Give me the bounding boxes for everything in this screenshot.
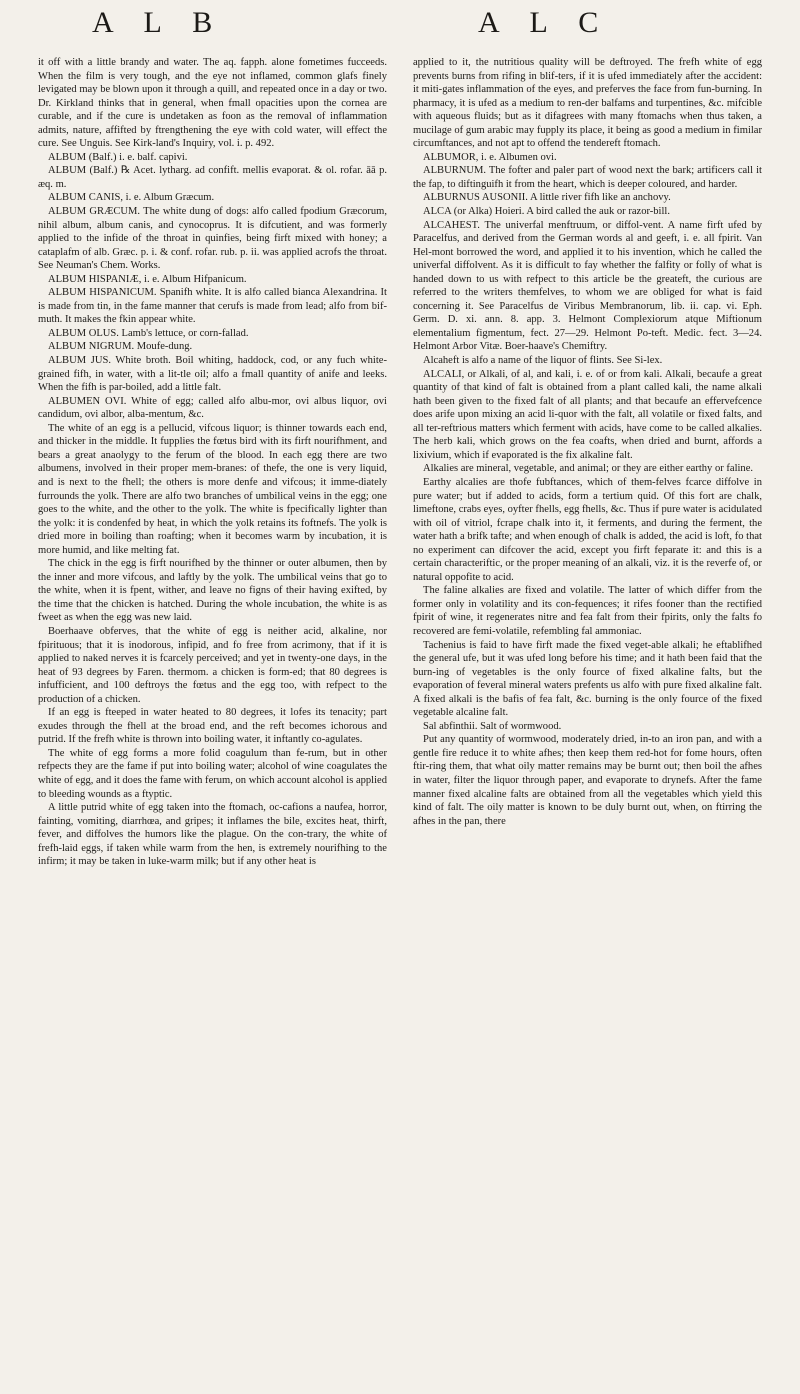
- paragraph: ALCALI, or Alkali, of al, and kali, i. e. of or from kali. Alkali, becaufe a great quantity of that kind of falt is obtained from a plant called kali, the name alkali hath been given to the fixed falt of all plants; and that becaufe an effervefcence does arife upon mixing an acid li-quor with the falt, all volatile or fixed falts, and all ter-reftrious matters which ferment with acids, have come to be called alkalies. The herb kali, which grows on the fea coafts, when dried and burnt, affords a lixivium, which if evaporated is the fix alkaline falt.: [413, 368, 762, 461]
- paragraph: The white of egg forms a more folid coagulum than fe-rum, but in other refpects they are the fame if put into boiling water; alcohol of wine coagulates the white of egg, and it does the fame with ferum, on which account alcohol is applied to bleeding wounds as a ftyptic.: [38, 747, 387, 800]
- paragraph: The chick in the egg is firft nourifhed by the thinner or outer albumen, then by the inner and more vifcous, and laftly by the yolk. The umbilical veins that go to the white, when it is fpent, wither, and leave no figns of their having exifted, by the time that the chicken is hatched. During the whole incubation, the white is as fweet as when the egg was new laid.: [38, 558, 387, 624]
- left-column: [38, 56, 387, 1388]
- paragraph: A little putrid white of egg taken into the ftomach, oc-cafions a naufea, horror, fainting, vomiting, diarrhœa, and gripes; it inflames the bile, excites heat, thirft, fever, and diffolves the humors like the plague. On the con-trary, the white of frefh-laid eggs, if taken while warm from the hen, is extremely nourifhing to the infirm; it may be taken in luke-warm milk; but if any other heat is: [38, 802, 387, 868]
- paragraph: Earthy alcalies are thofe fubftances, which of them-felves fcarce diffolve in pure water; but if added to acids, form a tertium quid. Of this fort are chalk, limeftone, crabs eyes, oyfter fhells, egg fhells, &c. Thus if pure water is acidulated with oil of vitriol, fcrape chalk into it, it ferments, and during the ferment, the water hath a brifk tafte; and when enough of chalk is added, the acid is loft, fo that no experiment can difcover the acid, except you firft feparate it: and this is a certain characteriftic, or the proper meaning of an alkali, viz. it is the reverfe of, or natural oppofite to acid.: [413, 476, 762, 583]
- paragraph: ALCAHEST. The univerfal menftruum, or diffol-vent. A name firft ufed by Paracelfus, and derived from the German words al and geeft, i. e. all fpirit. Van Hel-mont borrowed the word, and applied it to his invention, which he called the univerfal diffolvent. As it is difficult to fay whether the falfity or folly of what is handed down to us with refpect to this article be the greateft, the curious are referred to the writers themfelves, to whom we are obliged for what is faid concerning it. See Paracelfus de Viribus Membranorum, lib. ii. cap. vi. Eph. Germ. D. xi. ann. 8. app. 3. Helmont Complexiorum atque Miftionum elementalium figmentum, fect. 27—29. Helmont Po-teft. Medic. fect. 3—24. Helmont Arbor Vitæ. Boer-haave's Chemiftry.: [413, 219, 762, 353]
- header-left-title: A L B: [92, 6, 225, 39]
- header-right-title: A L C: [478, 6, 611, 39]
- paragraph: Sal abfinthii. Salt of wormwood.: [423, 720, 562, 732]
- paragraph: applied to it, the nutritious quality will be deftroyed. The frefh white of egg prevents burns from rifing in blif-ters, if it is ufed immediately after the accident: it miti-gates inflammation of the eyes, and preferves the face from fun-burning. In pharmacy, it is ufed as a medium to ren-der balfams and turpentines, &c. mifcible with aqueous fluids; but as it difagrees with many ftomachs when thus taken, a mucilage of gum arabic may fupply its place, it being as good a medium in fimilar circumftances, and not apt to offend the tendereft ftomach.: [413, 57, 762, 150]
- paragraph: ALBUM (Balf.) i. e. balf. capivi.: [48, 151, 188, 163]
- paragraph: ALBUM NIGRUM. Moufe-dung.: [48, 341, 193, 353]
- paragraph: ALBUMEN OVI. White of egg; called alfo albu-mor, ovi albus liquor, ovi candidum, ovi albor, alba-mentum, &c.: [38, 395, 387, 421]
- paragraph: ALBUM OLUS. Lamb's lettuce, or corn-fallad.: [48, 327, 249, 339]
- paragraph: ALBUM JUS. White broth. Boil whiting, haddock, cod, or any fuch white-grained fifh, in water, with a lit-tle oil; alfo a fmall quantity of anife and leeks. When the fifh is par-boiled, add a little falt.: [38, 355, 387, 394]
- paragraph: If an egg is fteeped in water heated to 80 degrees, it lofes its tenacity; part exudes through the fhell at the broad end, and the reft becomes ichorous and putrid. If the frefh white is thrown into boiling water, it inftantly co-agulates.: [38, 707, 387, 746]
- paragraph: The faline alkalies are fixed and volatile. The latter of which differ from the former only in volatility and its con-fequences; it rifes fooner than the rectified fpirit of wine, it regenerates nitre and fea falt from their fpirits, only the falts fo recovered are femi-volatile, refembling fal ammoniac.: [413, 585, 762, 637]
- paragraph: Tachenius is faid to have firft made the fixed veget-able alkali; he eftablifhed the general ufe, but it was ufed long before his time; and it hath been faid that the burn-ing of vegetables is the only fource of fixed alkaline falts, but the evaporation of feveral mineral waters prefents us alfo with pure fixed alkaline falt. A fixed alkali is the bafis of fea falt, &c. burning is the only fource of the fixed vegetable alcaline falt.: [413, 639, 762, 719]
- paragraph: Alcaheft is alfo a name of the liquor of flints. See Si-lex.: [423, 355, 663, 367]
- paragraph: ALBUM HISPANICUM. Spanifh white. It is alfo called bianca Alexandrina. It is made from tin, in the fame manner that cerufs is made from lead; alfo from bif-muth. It makes the fkin appear white.: [38, 287, 387, 326]
- running-header: [0, 0, 800, 52]
- paragraph: it off with a little brandy and water. The aq. fapph. alone fometimes fucceeds. When the film is very tough, and the eye not inflamed, common glafs finely levigated may be blown upon it through a quill, and repeated once in a day or two. Dr. Kirkland thinks that in general, when fmall opacities upon the cornea are curable, and if the cure is undetaken as foon as the removal of inflammation admits, nature, affifted by ftrengthening the eye with cold water, will effect the cure. See Unguis. See Kirk-land's Inquiry, vol. i. p. 492.: [38, 57, 387, 150]
- paragraph: ALCA (or Alka) Hoieri. A bird called the auk or razor-bill.: [423, 206, 670, 218]
- paragraph: Boerhaave obferves, that the white of egg is neither acid, alkaline, nor fpirituous; that it is inodorous, infipid, and fo free from acrimony, that if it is applied to naked nerves it is fcarcely perceived; and yet in twenty-one days, in the heat of 93 degrees by Faren. thermom. a chicken is form-ed; that 80 degrees is infufficient, and 100 deftroys the fœtus and the egg too, with refpect to the production of a chicken.: [38, 625, 387, 705]
- paragraph: ALBUM CANIS, i. e. Album Græcum.: [48, 192, 215, 204]
- paragraph: ALBUM (Balf.) ℞ Acet. lytharg. ad confift. mellis evaporat. & ol. rofar. āā p. æq. m.: [38, 165, 387, 190]
- paragraph: ALBUM GRÆCUM. The white dung of dogs: alfo called fpodium Græcorum, nihil album, album canis, and cynocoprus. It is difcutient, and was formerly applied to the infide of the throat in quinfies, being firft mixed with honey; a cataplafm of alb. Græc. p. i. & conf. rofar. rub. p. ii. was applied acrofs the throat. See Neuman's Chem. Works.: [38, 206, 387, 272]
- paragraph: The white of an egg is a pellucid, vifcous liquor; is thinner towards each end, and thicker in the middle. It fupplies the fœtus bird with its firft nourifhment, and bears a great anaolygy to the ferum of the blood. In each egg there are two albumens, involved in their proper mem-branes: of thefe, the one is very liquid, and is next to the fhell; the others is more denfe and vifcous; it imme-diately furrounds the yolk. There are alfo two branches of umbilical veins in the egg; one goes to the white, and the other to the yolk. The white is fpecifically lighter than the yolk: it is condenfed by heat, in which the yolk retains its foftnefs. The yolk is dried more in boiling than roafting; when it becomes warm by incubation, it is more humid, and like melting fat.: [38, 422, 387, 556]
- paragraph: ALBURNUM. The fofter and paler part of wood next the bark; artificers call it the fap, to diftinguifh it from the heart, which is deeper coloured, and harder.: [413, 165, 762, 190]
- paragraph: Alkalies are mineral, vegetable, and animal; or they are either earthy or faline.: [423, 463, 754, 475]
- paragraph: ALBURNUS AUSONII. A little river fifh like an anchovy.: [423, 192, 671, 204]
- right-column: [413, 56, 762, 1388]
- paragraph: ALBUM HISPANIÆ, i. e. Album Hifpanicum.: [48, 273, 247, 285]
- paragraph: ALBUMOR, i. e. Albumen ovi.: [423, 151, 557, 163]
- paragraph: Put any quantity of wormwood, moderately dried, in-to an iron pan, and with a gentle fire reduce it to white afhes; then keep them red-hot for fome hours, often ftir-ring them, that what oily matter remains may be burnt out; then boil the afhes in water, filter the liquor through paper, and evaporate to drynefs. After the fame manner fixed alcaline falts are obtained from all the vegetables which yield this kind of falt. The oily matter is known to be duly burnt out, when, on ftirring the afhes in the pan, there: [413, 734, 762, 827]
